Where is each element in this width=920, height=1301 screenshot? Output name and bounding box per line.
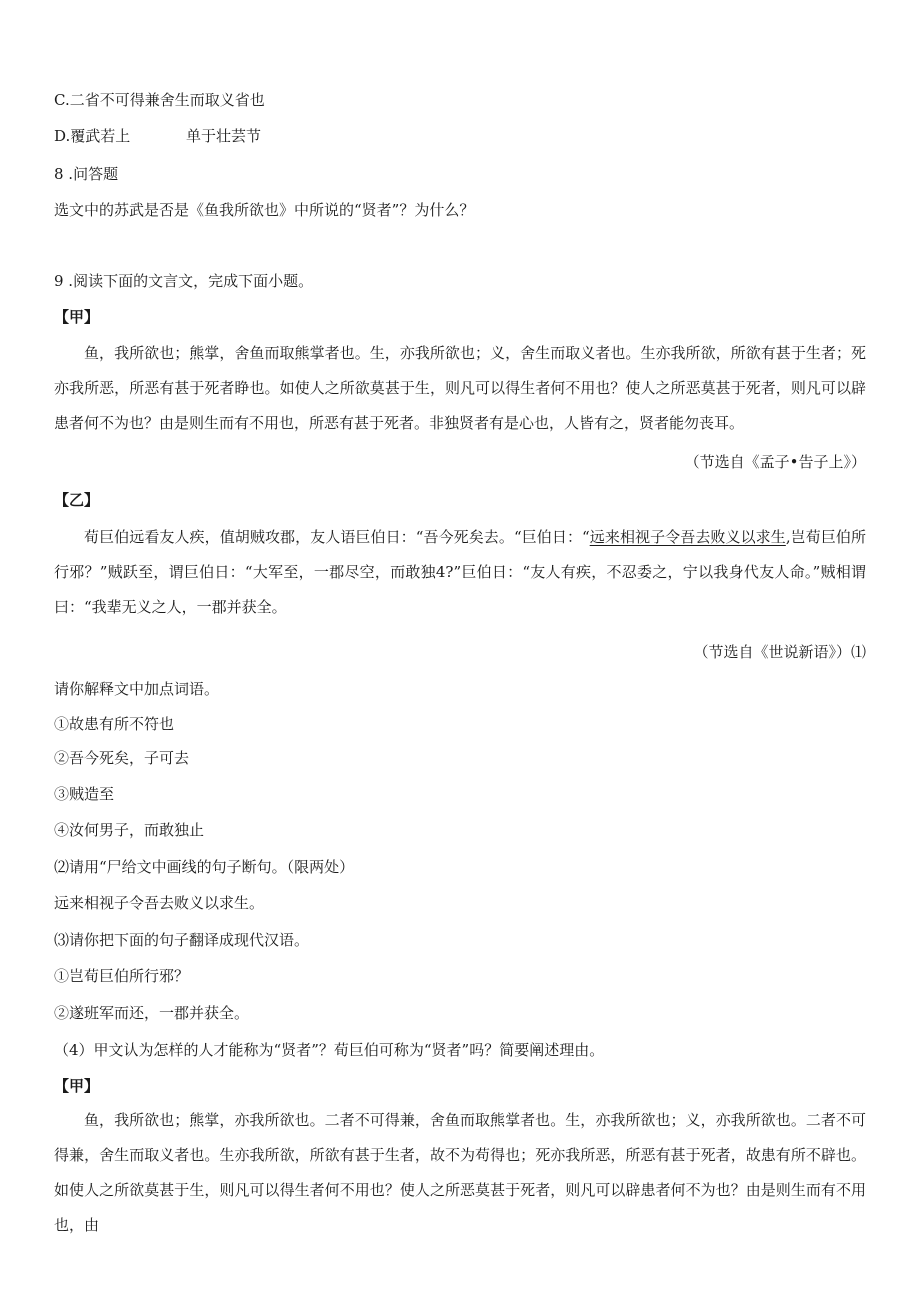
sub1-item: ④汝何男子，而敢独止 [54, 821, 205, 839]
sub1-item: ②吾今死矣，子可去 [54, 749, 190, 767]
yi-source: （节选自《世说新语》）⑴ [693, 643, 866, 661]
q9-title: 9 .阅读下面的文言文，完成下面小题。 [54, 272, 314, 290]
jia2-passage: 鱼，我所欲也；熊掌，亦我所欲也。二者不可得兼，舍鱼而取熊掌者也。生，亦我所欲也；义，亦我所欲也。二者不可得兼，舍生而取义者也。生亦我所欲，所欲有甚于生者，故不为苟得也；死亦我所恶，所恶有甚于死者，故患有所不辟也。如使人之所欲莫甚于生，则凡可以得生者何不用也？使人之所恶莫甚于死者，则凡可以辟患者何不为也？由是则生而有不用也，由 [54, 1111, 866, 1234]
yi-label: 【乙】 [54, 491, 100, 509]
yi-text-before: 荀巨伯远看友人疾，值胡贼攻郡，友人语巨伯日：“吾今死矣去。“巨伯日：“ [84, 528, 590, 546]
q7-option-d-left: D.覆武若上 [54, 127, 131, 145]
yi-text-after: ,岂荀巨伯所行邪？”贼跃至，谓巨伯日：“大军至，一郡尽空，而敢独4?”巨伯日：“友人有疾，不忍委之，宁以我身代友人命。”贼相谓曰：“我辈无义之人，一郡并获全。 [54, 528, 866, 616]
q7-option-c: C.二省不可得兼舍生而取义省也 [54, 91, 265, 109]
sub4-prompt: （4）甲文认为怎样的人才能称为“贤者”？荀巨伯可称为“贤者”吗？简要阐述理由。 [54, 1041, 605, 1059]
yi-passage [54, 520, 866, 625]
q8-question: 选文中的苏武是否是《鱼我所欲也》中所说的“贤者”？为什么？ [54, 201, 475, 219]
jia-source: （节选自《孟子•告子上》） [684, 453, 866, 471]
sub2-sentence: 远来相视子令吾去败义以求生。 [54, 894, 265, 912]
sub3-item: ②遂班军而还，一郡并获全。 [54, 1004, 250, 1022]
q7-option-d-right: 单于壮芸节 [186, 127, 262, 145]
jia2-label: 【甲】 [54, 1077, 100, 1095]
sub2-prompt: ⑵请用“尸给文中画线的句子断句。（限两处） [54, 858, 355, 876]
sub1-item: ③贼造至 [54, 785, 115, 803]
sub3-item: ①岂荀巨伯所行邪？ [54, 967, 190, 985]
sub1-prompt: 请你解释文中加点词语。 [54, 680, 220, 698]
sub3-prompt: ⑶请你把下面的句子翻译成现代汉语。 [54, 931, 310, 949]
sub1-item: ①故患有所不符也 [54, 715, 175, 733]
jia-passage: 鱼，我所欲也；熊掌，舍鱼而取熊掌者也。生，亦我所欲也；义，舍生而取义者也。生亦我所欲，所欲有甚于生者；死亦我所恶，所恶有甚于死者睁也。如使人之所欲莫甚于生，则凡可以得生者何不用也？使人之所恶莫甚于死者，则凡可以辟患者何不为也？由是则生而有不用也，所恶有甚于死者。非独贤者有是心也，人皆有之，贤者能勿丧耳。 [54, 344, 866, 432]
q8-title: 8 .问答题 [54, 165, 119, 183]
jia-label: 【甲】 [54, 308, 100, 326]
yi-underlined-sentence: 远来相视子令吾去败义以求生 [589, 528, 786, 546]
